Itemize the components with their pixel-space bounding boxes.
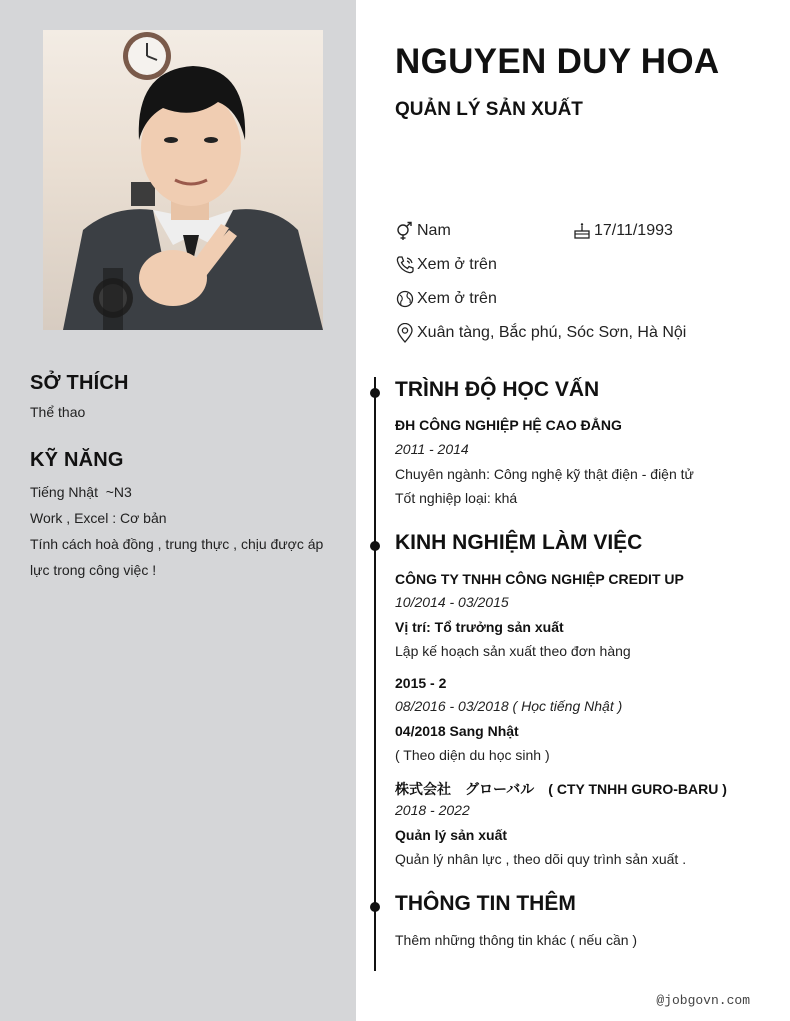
job-description: ( Theo diện du học sinh ): [395, 747, 550, 763]
education-school: ĐH CÔNG NGHIỆP HỆ CAO ĐẲNG: [395, 417, 622, 433]
timeline-dot: [370, 388, 380, 398]
job-period: 10/2014 - 03/2015: [395, 594, 509, 610]
phone-info: [395, 254, 497, 276]
job-company: 株式会社 グローバル ( CTY TNHH GURO-BARU ): [395, 781, 727, 797]
education-grade: Tốt nghiệp loại: khá: [395, 490, 518, 506]
job-position: Vị trí: Tổ trưởng sản xuất: [395, 619, 564, 635]
timeline-dot: [370, 541, 380, 551]
skill-item: Tiếng Nhật ~N3: [30, 484, 132, 500]
extra-info-heading: THÔNG TIN THÊM: [395, 892, 576, 915]
skill-item: Tính cách hoà đồng , trung thực , chịu được áp: [30, 536, 324, 552]
sidebar: [0, 0, 356, 1021]
job-period: 2018 - 2022: [395, 802, 470, 818]
timeline-line: [374, 377, 376, 971]
gender-info: [395, 220, 451, 242]
job-position: 04/2018 Sang Nhật: [395, 723, 519, 739]
email-info: [395, 288, 497, 310]
birthday-info: [572, 220, 673, 242]
phone-value: Xem ở trên: [417, 256, 497, 273]
job-description: Quản lý nhân lực , theo dõi quy trình sản xuất .: [395, 851, 687, 867]
map-pin-icon: [395, 323, 415, 343]
hobbies-section: [30, 372, 330, 425]
address-info: [395, 322, 686, 344]
skill-item: Work , Excel : Cơ bản: [30, 510, 167, 526]
education-period: 2011 - 2014: [395, 441, 469, 457]
job-company: CÔNG TY TNHH CÔNG NGHIỆP CREDIT UP: [395, 571, 684, 587]
education-major: Chuyên ngành: Công nghệ kỹ thật điện - điện tử: [395, 466, 694, 482]
skills-section: [30, 449, 330, 583]
gender-value: Nam: [417, 222, 451, 239]
job-company: 2015 - 2: [395, 675, 447, 691]
phone-icon: [395, 255, 415, 275]
site-watermark: @jobgovn.com: [656, 993, 750, 1008]
timeline-dot: [370, 902, 380, 912]
cake-icon: [572, 221, 592, 241]
gender-icon: [395, 221, 415, 241]
birthday-value: 17/11/1993: [594, 222, 673, 239]
job-description: Lập kế hoạch sản xuất theo đơn hàng: [395, 643, 631, 659]
globe-icon: [395, 289, 415, 309]
extra-info-text: Thêm những thông tin khác ( nếu cần ): [395, 932, 638, 948]
profile-photo: [43, 30, 323, 330]
address-value: Xuân tàng, Bắc phú, Sóc Sơn, Hà Nội: [417, 324, 687, 341]
hobbies-heading: SỞ THÍCH: [30, 372, 129, 394]
skill-item: lực trong công việc !: [30, 562, 157, 578]
email-value: Xem ở trên: [417, 290, 497, 307]
experience-heading: KINH NGHIỆM LÀM VIỆC: [395, 531, 643, 554]
education-heading: TRÌNH ĐỘ HỌC VẤN: [395, 378, 600, 401]
job-period: 08/2016 - 03/2018 ( Học tiếng Nhật ): [395, 698, 623, 714]
skills-heading: KỸ NĂNG: [30, 449, 124, 471]
job-position: Quản lý sản xuất: [395, 827, 508, 843]
hobby-item: Thể thao: [30, 404, 86, 420]
job-title: QUẢN LÝ SẢN XUẤT: [395, 99, 583, 120]
person-name: NGUYEN DUY HOA: [395, 42, 720, 81]
